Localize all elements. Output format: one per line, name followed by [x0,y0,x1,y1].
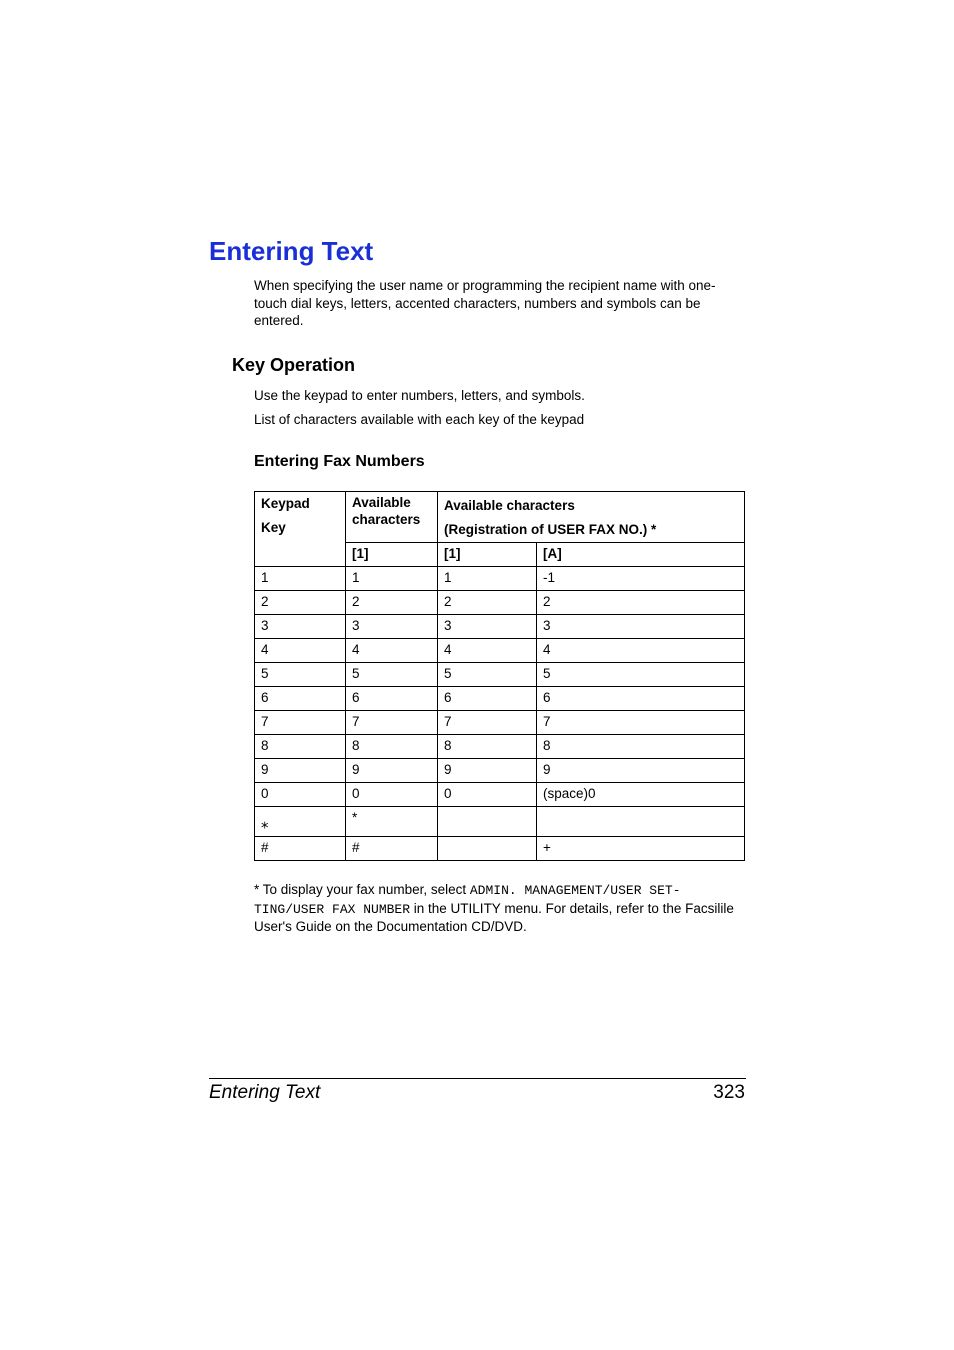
subsection-heading: Entering Fax Numbers [254,453,425,470]
table-cell: 1 [255,567,346,591]
table-cell: 4 [255,639,346,663]
table-row [255,807,745,837]
table-row [255,735,745,759]
table-cell: 2 [346,591,438,615]
section-heading: Key Operation [232,355,356,375]
table-cell: 7 [537,711,745,735]
table-cell: * [346,807,438,837]
subheader-2: [1] [438,543,537,567]
table-cell: # [255,837,346,861]
star-key-icon: ⁎ [261,815,269,832]
table-cell: 8 [346,735,438,759]
menu-path-line-1: ADMIN. MANAGEMENT/USER SET- [469,883,681,898]
subheader-1: [1] [346,543,438,567]
table-cell [537,807,745,837]
table-cell: 6 [537,687,745,711]
table-row [255,615,745,639]
table-cell: 6 [346,687,438,711]
table-row [255,711,745,735]
table-cell: 4 [438,639,537,663]
table-row [255,663,745,687]
table-cell: 9 [255,759,346,783]
table-cell [438,837,537,861]
table-cell: 2 [438,591,537,615]
table-cell: 7 [438,711,537,735]
table-row [255,639,745,663]
table-cell: 5 [255,663,346,687]
table-cell [255,807,346,837]
header-keypad-key: Keypad Key [255,492,346,567]
section-paragraph-1: Use the keypad to enter numbers, letters, and symbols. [254,388,585,403]
table-row [255,759,745,783]
table-cell: (space)0 [537,783,745,807]
table-row [255,837,745,861]
table-cell: 0 [438,783,537,807]
table-row [255,591,745,615]
table-cell: 0 [346,783,438,807]
table-cell: 9 [537,759,745,783]
page-title: Entering Text [209,236,374,266]
table-cell: 6 [255,687,346,711]
header-registration: Available characters (Registration of USER FAX NO.) * [438,492,745,543]
table-cell: # [346,837,438,861]
intro-paragraph: When specifying the user name or programming the recipient name with one-touch dial keys, letters, accented characters, numbers and symbols can be entered. [254,278,716,329]
table-cell: 6 [438,687,537,711]
table-cell: 7 [346,711,438,735]
table-row [255,783,745,807]
footer-title: Entering Text [209,1082,321,1103]
table-cell: 7 [255,711,346,735]
table-cell: 0 [255,783,346,807]
table-header-row [255,492,745,543]
table-cell: + [537,837,745,861]
table-cell: 3 [255,615,346,639]
table-cell: 2 [255,591,346,615]
subheader-3: [A] [537,543,745,567]
table-cell: 3 [537,615,745,639]
menu-path-line-2: TING/USER FAX NUMBER [254,901,411,917]
table-cell: 2 [537,591,745,615]
table-cell [438,807,537,837]
footnote: * To display your fax number, select ADMIN. MANAGEMENT/USER SET- TING/USER FAX NUMBER in the UTILITY menu. For details, refer to the Facsilile User's Guide on the Documentation CD/DVD. [254,882,734,935]
table-cell: 9 [438,759,537,783]
table-cell: 8 [537,735,745,759]
section-paragraph-2: List of characters available with each key of the keypad [254,412,585,427]
table-row [255,567,745,591]
table-cell: 9 [346,759,438,783]
header-available-characters: Available characters [346,492,438,543]
table-cell: 5 [346,663,438,687]
table-cell: 3 [438,615,537,639]
table-cell: 5 [537,663,745,687]
table-row [255,687,745,711]
table-cell: 5 [438,663,537,687]
keypad-characters-table [254,491,745,861]
table-cell: 4 [346,639,438,663]
table-cell: 1 [346,567,438,591]
page-number: 323 [713,1082,745,1103]
table-cell: 8 [438,735,537,759]
table-cell: 3 [346,615,438,639]
table-cell: -1 [537,567,745,591]
table-cell: 1 [438,567,537,591]
footer-divider [209,1078,746,1079]
table-cell: 4 [537,639,745,663]
table-cell: 8 [255,735,346,759]
